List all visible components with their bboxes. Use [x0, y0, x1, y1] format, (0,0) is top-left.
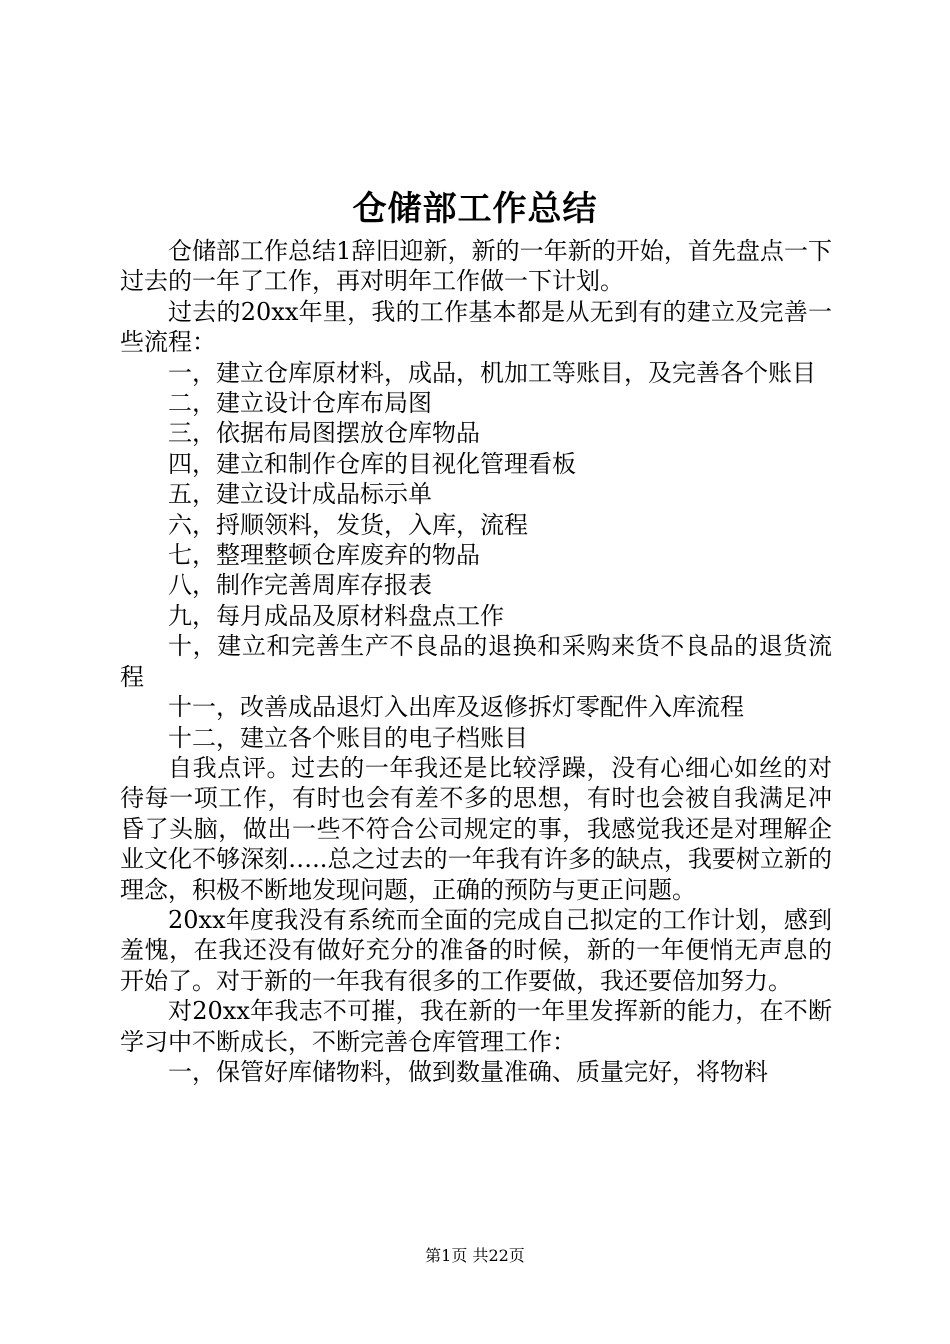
list-item: 一，保管好库储物料，做到数量准确、质量完好，将物料 — [168, 1057, 768, 1086]
page-footer: 第1页 共22页 — [425, 1246, 525, 1265]
list-item: 九，每月成品及原材料盘点工作 — [168, 601, 504, 630]
list-item: 三，依据布局图摆放仓库物品 — [168, 419, 480, 448]
list-item: 十二，建立各个账目的电子档账目 — [168, 723, 528, 752]
list-item: 十一，改善成品退灯入出库及返修拆灯零配件入库流程 — [168, 693, 744, 722]
paragraph: 对20xx年我志不可摧，我在新的一年里发挥新的能力，在不断学习中不断成长，不断完善仓库管理工作： — [120, 997, 832, 1056]
paragraph: 仓储部工作总结1辞旧迎新，新的一年新的开始，首先盘点一下过去的一年了工作，再对明年工作做一下计划。 — [120, 237, 832, 296]
paragraph: 自我点评。过去的一年我还是比较浮躁，没有心细心如丝的对待每一项工作，有时也会有差不多的思想，有时也会被自我满足冲昏了头脑，做出一些不符合公司规定的事，我感觉我还是对理解企业文化不够深刻…..总之过去的一年我有许多的缺点，我要树立新的理念，积极不断地发现问题，正确的预防与更正问题。 — [120, 753, 832, 904]
paragraph: 20xx年度我没有系统而全面的完成自己拟定的工作计划，感到羞愧，在我还没有做好充分的准备的时候，新的一年便悄无声息的开始了。对于新的一年我有很多的工作要做，我还要倍加努力。 — [120, 905, 832, 995]
paragraph: 过去的20xx年里，我的工作基本都是从无到有的建立及完善一些流程： — [120, 297, 832, 357]
list-item: 五，建立设计成品标示单 — [168, 480, 432, 509]
list-item: 一，建立仓库原材料，成品，机加工等账目，及完善各个账目 — [168, 358, 816, 387]
list-item: 八，制作完善周库存报表 — [168, 571, 432, 600]
list-item: 二，建立设计仓库布局图 — [168, 389, 432, 418]
list-item: 十，建立和完善生产不良品的退换和采购来货不良品的退货流程 — [120, 632, 832, 691]
list-item: 七，整理整顿仓库废弃的物品 — [168, 541, 480, 570]
list-item: 四，建立和制作仓库的目视化管理看板 — [168, 449, 576, 478]
document-title: 仓储部工作总结 — [352, 189, 598, 229]
list-item: 六，捋顺领料，发货，入库，流程 — [168, 510, 528, 539]
document-body — [120, 236, 832, 1087]
